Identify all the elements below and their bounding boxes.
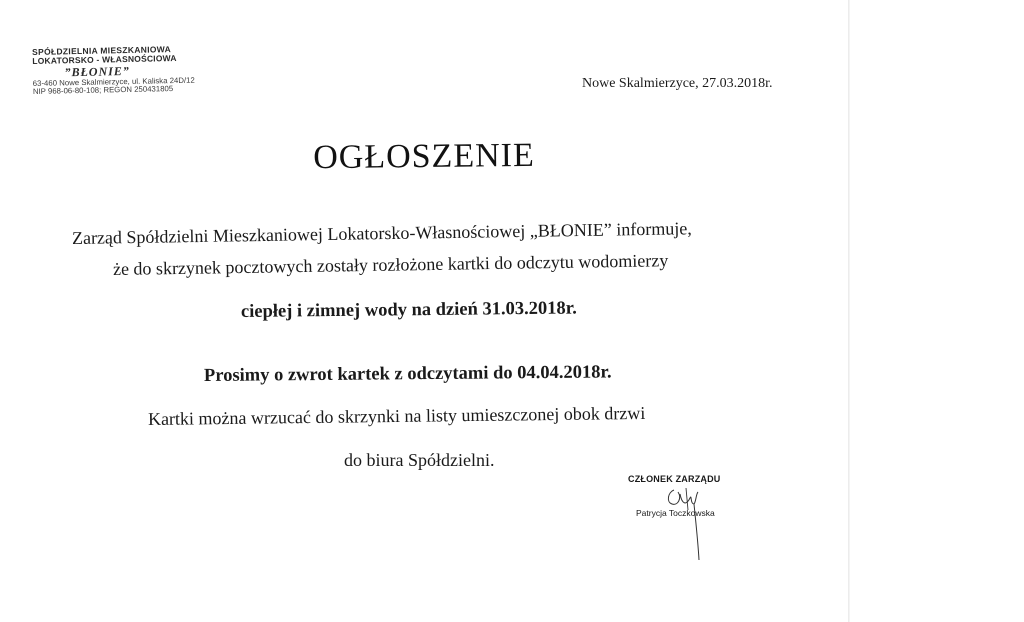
signature-role: CZŁONEK ZARZĄDU: [628, 474, 721, 484]
document-date: Nowe Skalmierzyce, 27.03.2018r.: [582, 76, 773, 91]
signature-stamp: [628, 474, 748, 518]
body-line-4-return-deadline: Prosimy o zwrot kartek z odczytami do 04.04.2018r.: [203, 362, 612, 386]
stamp-line-2: LOKATORSKO - WŁASNOŚCIOWA: [32, 53, 177, 67]
stamp-name: ”BŁONIE”: [64, 63, 130, 80]
stamp-tax-ids: NIP 968-06-80-108; REGON 250431805: [32, 84, 174, 97]
body-line-5: Kartki można wrzucać do skrzynki na listy umieszczonej obok drzwi: [147, 402, 646, 429]
body-line-2: że do skrzynek pocztowych zostały rozłożone kartki do odczytu wodomierzy: [112, 250, 669, 279]
handwritten-signature-icon: [628, 474, 748, 564]
stamp-address: 63-460 Nowe Skalmierzyce, ul. Kaliska 24D/12: [32, 75, 195, 88]
body-line-1: Zarząd Spółdzielni Mieszkaniowej Lokatorsko-Własnościowej „BŁONIE” informuje,: [71, 218, 692, 248]
document-title: OGŁOSZENIE: [313, 136, 535, 177]
scan-page-edge: [848, 0, 850, 622]
body-line-6: do biura Spółdzielni.: [344, 450, 495, 470]
signature-name: Patrycja Toczkowska: [636, 508, 715, 518]
stamp-line-1: SPÓŁDZIELNIA MIESZKANIOWA: [31, 44, 172, 57]
cooperative-stamp: [32, 44, 208, 97]
body-line-3-reading-date: ciepłej i zimnej wody na dzień 31.03.2018r.: [240, 298, 577, 322]
